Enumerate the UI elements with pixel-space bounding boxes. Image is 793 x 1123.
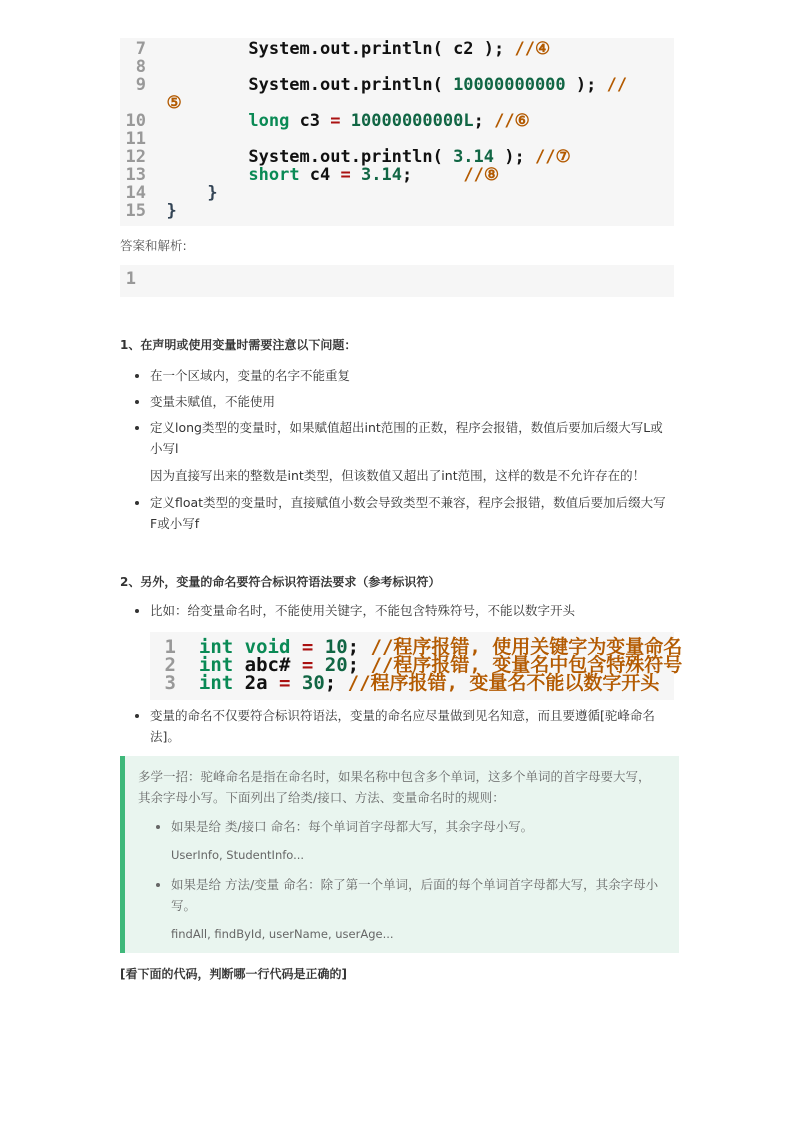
- section-1-title: 1、在声明或使用变量时需要注意以下问题：: [120, 338, 357, 352]
- line-number: 14: [125, 183, 146, 203]
- line-number: 8: [135, 57, 146, 77]
- code-token: }: [166, 183, 218, 203]
- line-number: 11: [125, 129, 146, 149]
- code-line: [120, 130, 674, 148]
- code-token: 3.14: [350, 165, 402, 185]
- code-line: [120, 148, 674, 166]
- list-item: • 定义float类型的变量时，直接赋值小数会导致类型不兼容，程序会报错，数值后要加后缀大写F或小写f: [150, 492, 672, 534]
- code-token: =: [301, 636, 314, 658]
- section-2-title: 2、另外，变量的命名要符合标识符语法要求（参考标识符）: [120, 575, 441, 589]
- line-number: 2: [164, 654, 176, 676]
- code-token: System.out.println( c2 );: [248, 39, 515, 59]
- code-token: int: [198, 654, 234, 676]
- code-token: ;: [347, 636, 371, 658]
- code-token: int: [198, 672, 234, 694]
- code-token: ;: [324, 672, 348, 694]
- code-token: [166, 39, 248, 59]
- code-token: abc#: [233, 654, 302, 676]
- line-number: 12: [125, 147, 146, 167]
- code-token: 3.14: [453, 147, 495, 167]
- list-item-text: 定义long类型的变量时，如果赋值超出int范围的正数，程序会报错，数值后要加后缀大写L或小写l: [150, 420, 663, 456]
- question-prompt: [看下面的代码，判断哪一行代码是正确的]: [120, 967, 347, 981]
- code-token: 2a: [233, 672, 279, 694]
- list-item: • 变量未赋值，不能使用: [150, 391, 672, 412]
- code-token: //程序报错, 变量名不能以数字开头: [347, 672, 660, 694]
- tip-rule-1: • 如果是给 类/接口 命名：每个单词首字母都大写，其余字母小写。: [171, 816, 671, 837]
- code-token: ;: [401, 165, 423, 185]
- list-item: • 变量的命名不仅要符合标识符语法，变量的命名应尽量做到见名知意，而且要遵循[驼峰命名法]。: [150, 705, 672, 747]
- line-number: 1: [125, 269, 136, 289]
- section-1-list: [132, 365, 672, 534]
- code-line: [120, 184, 674, 202]
- answer-label: 答案和解析:: [120, 238, 187, 253]
- code-token: ;: [347, 654, 371, 676]
- list-item: • 比如：给变量命名时，不能使用关键字，不能包含特殊符号，不能以数字开头: [150, 601, 672, 619]
- code-token: 10000000000: [453, 75, 566, 95]
- code-token: System.out.println(: [166, 75, 454, 95]
- list-item: [150, 417, 672, 486]
- code-line: [120, 166, 674, 184]
- line-number: 13: [125, 165, 146, 185]
- tip-example-2: findAll, findById, userName, userAge...: [171, 927, 394, 941]
- code-token: //程序报错, 使用关键字为变量命名: [370, 636, 683, 658]
- code-token: c4: [299, 165, 341, 185]
- code-token: =: [330, 111, 341, 131]
- code-token: }: [166, 201, 177, 221]
- note: 因为直接写出来的整数是int类型，但该数值又超出了int范围，这样的数是不允许存在的！: [150, 468, 646, 483]
- code-line: [150, 674, 674, 692]
- code-token: //⑥: [494, 111, 530, 131]
- code-token: =: [301, 654, 314, 676]
- code-token: short: [248, 165, 300, 185]
- code-token: ⑤: [166, 93, 182, 113]
- code-token: [166, 111, 248, 131]
- code-token: int void: [198, 636, 291, 658]
- code-token: [166, 165, 248, 185]
- code-block-2: [150, 632, 683, 700]
- section-2-item-2-wrap: [132, 705, 672, 747]
- list-item: • 在一个区域内，变量的名字不能重复: [150, 365, 672, 386]
- tip-box: [120, 756, 679, 953]
- code-line: [120, 76, 674, 94]
- line-number: 7: [135, 39, 146, 59]
- code-token: =: [278, 672, 291, 694]
- code-token: //⑦: [534, 147, 571, 167]
- code-token: //④: [514, 39, 551, 59]
- line-number: 10: [125, 111, 146, 131]
- code-token: //: [606, 75, 628, 95]
- line-number: 15: [125, 201, 146, 221]
- code-line: [120, 112, 674, 130]
- line-number: 1: [164, 636, 176, 658]
- code-token: );: [494, 147, 535, 167]
- code-line: [120, 40, 674, 58]
- code-token: c3: [289, 111, 331, 131]
- section-2-item-1-wrap: [132, 601, 672, 619]
- code-token: long: [248, 111, 290, 131]
- code-token: 20: [313, 654, 348, 676]
- code-token: //⑧: [422, 165, 500, 185]
- code-line: [120, 94, 674, 112]
- tip-intro: 多学一招：驼峰命名是指在命名时，如果名称中包含多个单词，这多个单词的首字母要大写，其余字母小写。下面列出了给类/接口、方法、变量命名时的规则：: [138, 769, 651, 805]
- code-block-1: [120, 38, 674, 226]
- code-token: =: [340, 165, 351, 185]
- code-token: //程序报错, 变量名中包含特殊符号: [370, 654, 683, 676]
- code-token: System.out.println(: [166, 147, 454, 167]
- code-token: ;: [473, 111, 495, 131]
- tip-example-1: UserInfo, StudentInfo...: [171, 848, 305, 862]
- tip-rule-2: • 如果是给 方法/变量 命名：除了第一个单词，后面的每个单词首字母都大写，其余字母小写。: [171, 874, 671, 916]
- line-number: 3: [164, 672, 176, 694]
- code-token: 30: [290, 672, 325, 694]
- code-token: );: [565, 75, 607, 95]
- code-token: 10000000000L: [340, 111, 474, 131]
- code-line: [120, 202, 674, 220]
- answer-code-block: [120, 265, 674, 297]
- code-token: 10: [313, 636, 348, 658]
- line-number: 9: [135, 75, 146, 95]
- code-line: [120, 58, 674, 76]
